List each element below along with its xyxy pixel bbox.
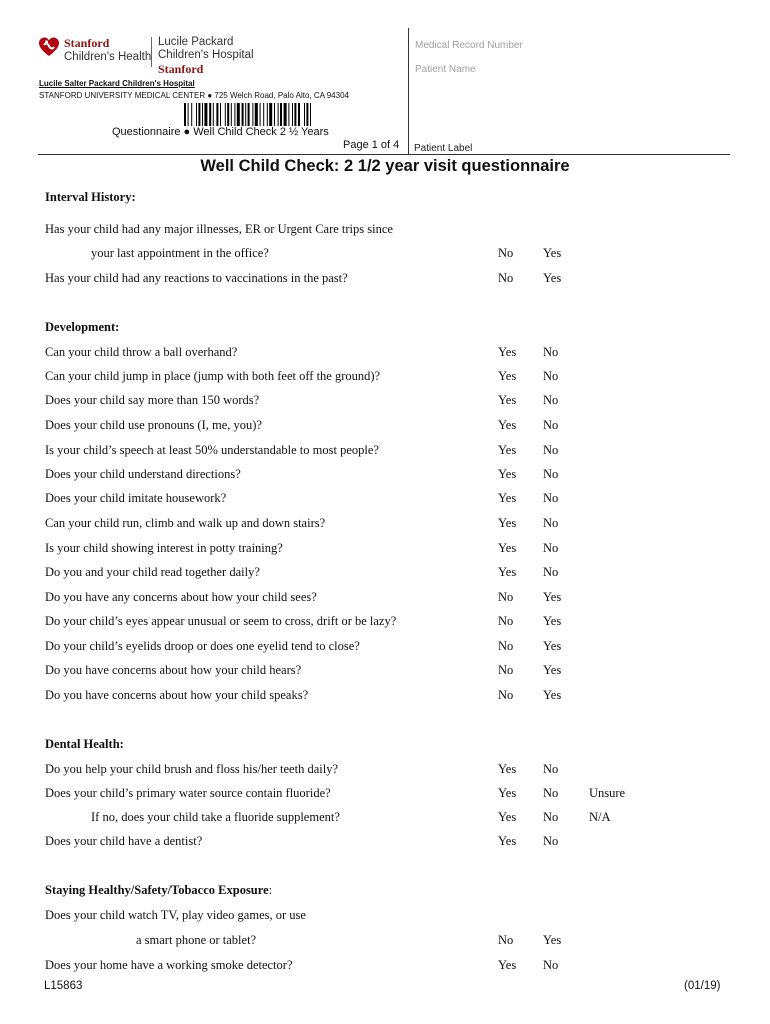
question-row [0, 443, 770, 463]
answer-option[interactable]: Yes [543, 271, 562, 285]
question-row [0, 958, 770, 978]
patient-label-caption: Patient Label [414, 143, 473, 154]
answer-option[interactable]: Unsure [589, 786, 626, 800]
answer-option[interactable]: No [498, 246, 514, 260]
section-staying-healthy [45, 883, 272, 898]
question-row [0, 614, 770, 634]
question-row [0, 467, 770, 487]
answer-option[interactable]: Yes [498, 369, 517, 383]
question-text: Do you and your child read together daily? [45, 565, 260, 579]
question-text: Do you have any concerns about how your child sees? [45, 590, 317, 604]
question-text: Does your child say more than 150 words? [45, 393, 260, 407]
answer-option[interactable]: No [543, 762, 559, 776]
answer-option[interactable]: Yes [498, 345, 517, 359]
question-row [0, 516, 770, 536]
question-row [0, 393, 770, 413]
answer-option[interactable]: No [543, 786, 559, 800]
answer-option[interactable]: Yes [543, 639, 562, 653]
question-text: Is your child’s speech at least 50% understandable to most people? [45, 443, 379, 457]
logo-stanford-sub-text: Stanford [158, 62, 204, 76]
question-text: Do you have concerns about how your child speaks? [45, 688, 309, 702]
answer-option[interactable]: Yes [498, 418, 517, 432]
question-text: a smart phone or tablet? [136, 933, 257, 947]
answer-option[interactable]: N/A [589, 810, 611, 824]
question-text: Has your child had any reactions to vaccinations in the past? [45, 271, 348, 285]
answer-option[interactable]: Yes [543, 614, 562, 628]
question-row [0, 762, 770, 782]
question-text: If no, does your child take a fluoride supplement? [91, 810, 340, 824]
question-text: Does your child use pronouns (I, me, you)? [45, 418, 262, 432]
answer-option[interactable]: Yes [498, 516, 517, 530]
hospital-address: STANFORD UNIVERSITY MEDICAL CENTER ● 725 Welch Road, Palo Alto, CA 94304 [39, 91, 349, 100]
question-row [0, 786, 770, 806]
form-revision-date: (01/19) [684, 980, 721, 992]
question-row [0, 908, 770, 928]
logo-lucile-packard-text: Lucile Packard [158, 36, 234, 48]
logo-childrens-health-text: Children's Health [64, 51, 152, 63]
answer-option[interactable]: Yes [498, 467, 517, 481]
answer-option[interactable]: No [543, 958, 559, 972]
answer-option[interactable]: Yes [543, 688, 562, 702]
question-row [0, 590, 770, 610]
answer-option[interactable]: Yes [498, 541, 517, 555]
question-text: Do your child’s eyes appear unusual or seem to cross, drift or be lazy? [45, 614, 397, 628]
answer-option[interactable]: No [543, 810, 559, 824]
question-text: Can your child throw a ball overhand? [45, 345, 238, 359]
question-text: Does your home have a working smoke detector? [45, 958, 293, 972]
question-row [0, 541, 770, 561]
hospital-name: Lucile Salter Packard Children's Hospital [39, 79, 195, 88]
answer-option[interactable]: Yes [543, 590, 562, 604]
question-text: Has your child had any major illnesses, ER or Urgent Care trips since [45, 222, 393, 236]
answer-option[interactable]: No [543, 393, 559, 407]
question-text: Does your child have a dentist? [45, 834, 203, 848]
question-text: Do your child’s eyelids droop or does one eyelid tend to close? [45, 639, 360, 653]
question-row [0, 418, 770, 438]
answer-option[interactable]: No [498, 271, 514, 285]
question-row [0, 246, 770, 266]
answer-option[interactable]: No [543, 345, 559, 359]
answer-option[interactable]: No [498, 639, 514, 653]
answer-option[interactable]: No [543, 491, 559, 505]
barcode [184, 103, 356, 126]
section-dental-health: Dental Health: [45, 737, 124, 751]
answer-option[interactable]: Yes [498, 958, 517, 972]
question-text: Can your child jump in place (jump with both feet off the ground)? [45, 369, 381, 383]
answer-option[interactable]: Yes [543, 246, 562, 260]
answer-option[interactable]: Yes [543, 663, 562, 677]
form-code: L15863 [44, 980, 83, 992]
question-text: Is your child showing interest in potty training? [45, 541, 283, 555]
logo-divider [151, 37, 152, 67]
medical-record-number-field: Medical Record Number [415, 40, 523, 51]
question-text: Does your child watch TV, play video games, or use [45, 908, 306, 922]
header-rule [38, 154, 730, 155]
answer-option[interactable]: Yes [543, 933, 562, 947]
patient-label-border [408, 28, 409, 154]
logo-stanford-text: Stanford [64, 36, 110, 50]
document-title: Well Child Check: 2 1/2 year visit questionnaire [200, 157, 570, 175]
answer-option[interactable]: Yes [498, 786, 517, 800]
stanford-childrens-logo [38, 36, 298, 80]
question-text: Does your child’s primary water source contain fluoride? [45, 786, 331, 800]
question-row [0, 565, 770, 585]
question-row [0, 222, 770, 242]
answer-option[interactable]: Yes [498, 762, 517, 776]
answer-option[interactable]: Yes [498, 565, 517, 579]
answer-option[interactable]: No [543, 516, 559, 530]
page-number: Page 1 of 4 [343, 139, 400, 151]
answer-option[interactable]: Yes [498, 491, 517, 505]
answer-option[interactable]: No [498, 933, 514, 947]
answer-option[interactable]: Yes [498, 443, 517, 457]
questionnaire-line: Questionnaire ● Well Child Check 2 ½ Years [112, 126, 329, 138]
answer-option[interactable]: Yes [498, 393, 517, 407]
answer-option[interactable]: No [543, 541, 559, 555]
question-row [0, 639, 770, 659]
question-text: Does your child imitate housework? [45, 491, 227, 505]
answer-option[interactable]: No [543, 443, 559, 457]
logo-childrens-hospital-text: Children's Hospital [158, 49, 254, 61]
answer-option[interactable]: No [543, 834, 559, 848]
answer-option[interactable]: No [543, 467, 559, 481]
question-text: your last appointment in the office? [91, 246, 269, 260]
answer-option[interactable]: No [543, 565, 559, 579]
answer-option[interactable]: Yes [498, 834, 517, 848]
answer-option[interactable]: No [498, 663, 514, 677]
question-row [0, 834, 770, 854]
question-row [0, 810, 770, 830]
answer-option[interactable]: No [543, 418, 559, 432]
section-interval-history: Interval History: [45, 190, 136, 204]
question-text: Do you have concerns about how your child hears? [45, 663, 302, 677]
answer-option[interactable]: No [543, 369, 559, 383]
question-row [0, 663, 770, 683]
question-row [0, 491, 770, 511]
section-development: Development: [45, 320, 120, 334]
question-row [0, 271, 770, 291]
patient-name-field: Patient Name [415, 64, 476, 75]
question-row [0, 369, 770, 389]
question-row [0, 688, 770, 708]
stanford-heart-logo-icon [38, 36, 60, 58]
answer-option[interactable]: No [498, 590, 514, 604]
question-text: Does your child understand directions? [45, 467, 241, 481]
question-text: Can your child run, climb and walk up and down stairs? [45, 516, 326, 530]
section-title-colon: : [268, 883, 273, 897]
question-text: Do you help your child brush and floss his/her teeth daily? [45, 762, 338, 776]
section-title: Staying Healthy/Safety/Tobacco Exposure [45, 883, 269, 897]
answer-option[interactable]: Yes [498, 810, 517, 824]
question-row [0, 933, 770, 953]
answer-option[interactable]: No [498, 614, 514, 628]
answer-option[interactable]: No [498, 688, 514, 702]
question-row [0, 345, 770, 365]
